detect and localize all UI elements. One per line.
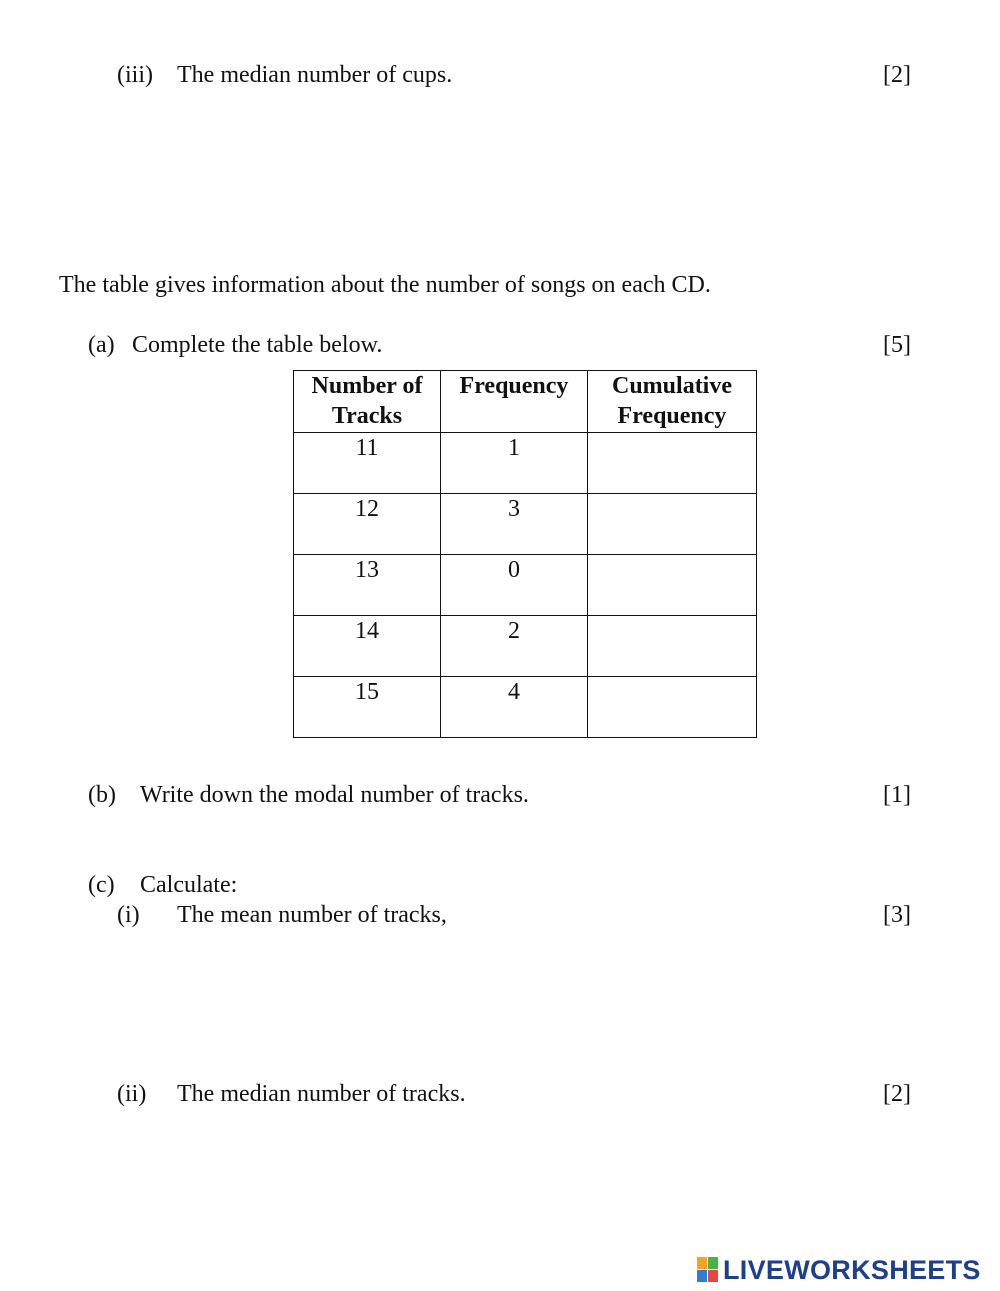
header-line: Cumulative xyxy=(612,373,732,399)
question-text: The median number of cups. xyxy=(177,62,453,88)
frequency-cell: 3 xyxy=(441,494,588,555)
header-frequency xyxy=(441,371,588,433)
tracks-cell: 15 xyxy=(294,677,441,738)
marks-label: [3] xyxy=(883,902,911,928)
tracks-cell: 12 xyxy=(294,494,441,555)
header-line: Number of xyxy=(311,373,423,399)
tracks-cell: 13 xyxy=(294,555,441,616)
header-number-of-tracks xyxy=(294,371,441,433)
cumulative-frequency-input[interactable] xyxy=(588,494,757,555)
marks-label: [5] xyxy=(883,332,911,358)
table-row xyxy=(294,433,757,494)
table-row xyxy=(294,494,757,555)
intro-text: The table gives information about the number of songs on each CD. xyxy=(59,272,711,298)
liveworksheets-icon xyxy=(697,1257,719,1283)
liveworksheets-logo xyxy=(697,1255,981,1285)
cumulative-frequency-input[interactable] xyxy=(588,616,757,677)
table-row xyxy=(294,616,757,677)
question-text: Write down the modal number of tracks. xyxy=(140,782,529,808)
table-row xyxy=(294,555,757,616)
question-number: (c) xyxy=(88,872,115,898)
question-number: (b) xyxy=(88,782,116,808)
header-cumulative-frequency xyxy=(588,371,757,433)
logo-text: LIVEWORKSHEETS xyxy=(723,1254,981,1285)
question-number: (a) xyxy=(88,332,115,358)
question-number: (iii) xyxy=(117,62,153,88)
question-number: (ii) xyxy=(117,1081,147,1107)
marks-label: [2] xyxy=(883,1081,911,1107)
marks-label: [1] xyxy=(883,782,911,808)
cumulative-frequency-input[interactable] xyxy=(588,677,757,738)
marks-label: [2] xyxy=(883,62,911,88)
header-line: Frequency xyxy=(459,373,569,399)
header-line: Tracks xyxy=(331,403,403,429)
table-header-row xyxy=(294,371,757,433)
tracks-cell: 11 xyxy=(294,433,441,494)
header-line: Frequency xyxy=(617,403,727,429)
frequency-table xyxy=(293,370,757,738)
frequency-cell: 4 xyxy=(441,677,588,738)
question-text: Complete the table below. xyxy=(132,332,383,358)
frequency-cell: 1 xyxy=(441,433,588,494)
tracks-cell: 14 xyxy=(294,616,441,677)
question-text: The mean number of tracks, xyxy=(177,902,447,928)
frequency-cell: 2 xyxy=(441,616,588,677)
frequency-cell: 0 xyxy=(441,555,588,616)
question-text: Calculate: xyxy=(140,872,238,898)
table-row xyxy=(294,677,757,738)
cumulative-frequency-input[interactable] xyxy=(588,555,757,616)
question-text: The median number of tracks. xyxy=(177,1081,466,1107)
question-number: (i) xyxy=(117,902,140,928)
cumulative-frequency-input[interactable] xyxy=(588,433,757,494)
